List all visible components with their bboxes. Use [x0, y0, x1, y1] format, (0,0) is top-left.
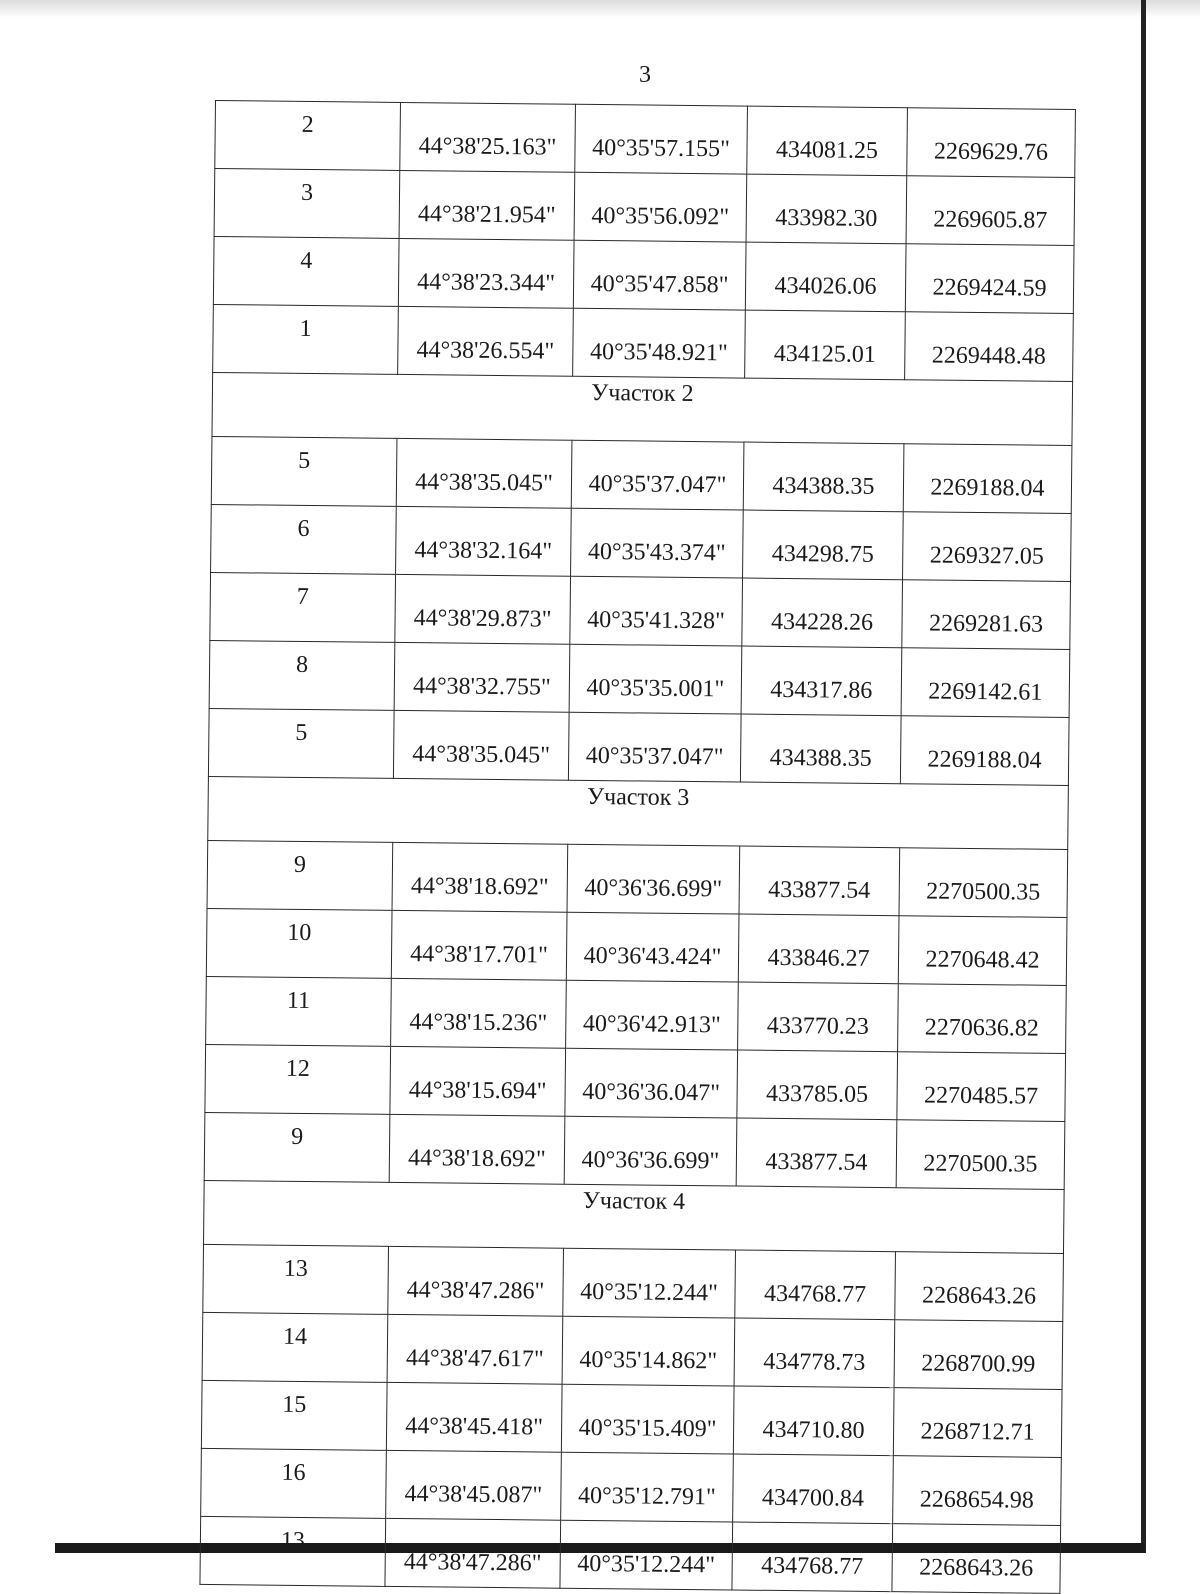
latitude-cell: 44°38'35.045" — [396, 438, 572, 508]
table-row — [215, 101, 1076, 178]
coordinates-table-body — [200, 101, 1075, 1594]
point-number-cell: 8 — [209, 640, 395, 710]
longitude-cell: 40°35'47.858" — [573, 240, 746, 310]
longitude-cell: 40°35'56.092" — [574, 172, 747, 242]
section-title: Участок 3 — [208, 776, 1069, 849]
x-coordinate-cell: 434317.86 — [741, 646, 902, 716]
table-row — [214, 169, 1075, 246]
latitude-cell: 44°38'32.164" — [396, 506, 572, 576]
longitude-cell: 40°35'37.047" — [571, 440, 744, 510]
coordinates-table — [199, 100, 1076, 1594]
point-number-cell: 2 — [215, 101, 401, 171]
x-coordinate-cell: 433846.27 — [738, 914, 899, 984]
section-title: Участок 2 — [212, 372, 1073, 445]
table-row — [213, 304, 1074, 381]
y-coordinate-cell: 2270500.35 — [896, 1120, 1065, 1190]
latitude-cell: 44°38'18.692" — [389, 1114, 565, 1184]
table-row — [204, 1112, 1065, 1189]
x-coordinate-cell: 433785.05 — [737, 1050, 898, 1120]
x-coordinate-cell: 434228.26 — [742, 578, 903, 648]
x-coordinate-cell: 434768.77 — [732, 1522, 893, 1592]
longitude-cell: 40°35'15.409" — [561, 1384, 734, 1454]
x-coordinate-cell: 434298.75 — [743, 510, 904, 580]
y-coordinate-cell: 2269281.63 — [902, 580, 1071, 650]
y-coordinate-cell: 2269327.05 — [903, 512, 1072, 582]
y-coordinate-cell: 2269605.87 — [906, 176, 1075, 246]
y-coordinate-cell: 2270485.57 — [897, 1052, 1066, 1122]
longitude-cell: 40°36'42.913" — [566, 980, 739, 1050]
table-row — [205, 1044, 1066, 1121]
point-number-cell: 12 — [205, 1044, 391, 1114]
table-row — [201, 1448, 1062, 1525]
y-coordinate-cell: 2268643.26 — [892, 1524, 1061, 1594]
y-coordinate-cell: 2268712.71 — [893, 1388, 1062, 1458]
latitude-cell: 44°38'21.954" — [399, 170, 575, 240]
longitude-cell: 40°35'57.155" — [575, 104, 748, 174]
y-coordinate-cell: 2268643.26 — [895, 1252, 1064, 1322]
point-number-cell: 6 — [211, 504, 397, 574]
y-coordinate-cell: 2268700.99 — [894, 1320, 1063, 1390]
point-number-cell: 4 — [213, 236, 399, 306]
point-number-cell: 11 — [206, 976, 392, 1046]
point-number-cell: 5 — [211, 436, 397, 506]
latitude-cell: 44°38'47.617" — [387, 1314, 563, 1384]
point-number-cell: 14 — [202, 1312, 388, 1382]
y-coordinate-cell: 2269448.48 — [905, 312, 1074, 382]
y-coordinate-cell: 2269188.04 — [903, 444, 1072, 514]
x-coordinate-cell: 434710.80 — [733, 1386, 894, 1456]
y-coordinate-cell: 2269629.76 — [907, 108, 1076, 178]
y-coordinate-cell: 2268654.98 — [893, 1456, 1062, 1526]
y-coordinate-cell: 2270500.35 — [899, 848, 1068, 918]
table-row — [201, 1380, 1062, 1457]
latitude-cell: 44°38'47.286" — [388, 1246, 564, 1316]
x-coordinate-cell: 433877.54 — [736, 1118, 897, 1188]
longitude-cell: 40°36'36.699" — [564, 1116, 737, 1186]
longitude-cell: 40°35'43.374" — [571, 508, 744, 578]
latitude-cell: 44°38'17.701" — [391, 910, 567, 980]
latitude-cell: 44°38'47.286" — [385, 1518, 561, 1588]
longitude-cell: 40°35'12.244" — [563, 1248, 736, 1318]
y-coordinate-cell: 2270636.82 — [898, 984, 1067, 1054]
point-number-cell: 15 — [201, 1380, 387, 1450]
table-row — [210, 572, 1071, 649]
latitude-cell: 44°38'45.418" — [386, 1382, 562, 1452]
latitude-cell: 44°38'23.344" — [398, 238, 574, 308]
longitude-cell: 40°36'43.424" — [566, 912, 739, 982]
x-coordinate-cell: 434778.73 — [734, 1318, 895, 1388]
point-number-cell: 9 — [207, 840, 393, 910]
x-coordinate-cell: 433877.54 — [739, 846, 900, 916]
longitude-cell: 40°35'37.047" — [568, 712, 741, 782]
point-number-cell: 13 — [203, 1244, 389, 1314]
table-row — [211, 504, 1072, 581]
x-coordinate-cell: 434700.84 — [733, 1454, 894, 1524]
y-coordinate-cell: 2269424.59 — [905, 244, 1074, 314]
scan-shadow — [0, 0, 1200, 18]
point-number-cell: 10 — [206, 908, 392, 978]
point-number-cell: 9 — [204, 1112, 390, 1182]
y-coordinate-cell: 2270648.42 — [898, 916, 1067, 986]
x-coordinate-cell: 434081.25 — [747, 106, 908, 176]
x-coordinate-cell: 434125.01 — [745, 310, 906, 380]
y-coordinate-cell: 2269142.61 — [901, 648, 1070, 718]
latitude-cell: 44°38'32.755" — [394, 642, 570, 712]
page-number: 3 — [639, 62, 651, 88]
longitude-cell: 40°35'48.921" — [573, 308, 746, 378]
point-number-cell: 16 — [201, 1448, 387, 1518]
table-row — [207, 840, 1068, 917]
latitude-cell: 44°38'18.692" — [392, 842, 568, 912]
point-number-cell: 3 — [214, 169, 400, 239]
table-row — [206, 908, 1067, 985]
table-row — [206, 976, 1067, 1053]
table-row — [208, 708, 1069, 785]
y-coordinate-cell: 2269188.04 — [900, 716, 1069, 786]
longitude-cell: 40°35'35.001" — [569, 644, 742, 714]
latitude-cell: 44°38'45.087" — [386, 1450, 562, 1520]
longitude-cell: 40°35'12.791" — [561, 1452, 734, 1522]
point-number-cell: 1 — [213, 304, 399, 374]
point-number-cell: 13 — [200, 1516, 386, 1586]
table-row — [209, 640, 1070, 717]
table-row — [202, 1312, 1063, 1389]
point-number-cell: 5 — [208, 708, 394, 778]
latitude-cell: 44°38'25.163" — [400, 102, 576, 172]
table-row — [213, 236, 1074, 313]
longitude-cell: 40°36'36.047" — [565, 1048, 738, 1118]
table-row — [203, 1244, 1064, 1321]
table-row — [211, 436, 1072, 513]
longitude-cell: 40°35'14.862" — [562, 1316, 735, 1386]
point-number-cell: 7 — [210, 572, 396, 642]
section-header-row — [204, 1180, 1065, 1253]
latitude-cell: 44°38'26.554" — [398, 306, 574, 376]
x-coordinate-cell: 434388.35 — [743, 442, 904, 512]
latitude-cell: 44°38'35.045" — [393, 710, 569, 780]
latitude-cell: 44°38'15.694" — [390, 1046, 566, 1116]
x-coordinate-cell: 433770.23 — [738, 982, 899, 1052]
section-header-row — [212, 372, 1073, 445]
longitude-cell: 40°36'36.699" — [567, 844, 740, 914]
x-coordinate-cell: 434026.06 — [745, 242, 906, 312]
longitude-cell: 40°35'41.328" — [570, 576, 743, 646]
latitude-cell: 44°38'15.236" — [391, 978, 567, 1048]
section-header-row — [208, 776, 1069, 849]
longitude-cell: 40°35'12.244" — [560, 1520, 733, 1590]
x-coordinate-cell: 434768.77 — [735, 1250, 896, 1320]
x-coordinate-cell: 433982.30 — [746, 174, 907, 244]
scan-edge-right — [1141, 0, 1146, 1553]
section-title: Участок 4 — [204, 1180, 1065, 1253]
table-row — [200, 1516, 1061, 1593]
latitude-cell: 44°38'29.873" — [395, 574, 571, 644]
x-coordinate-cell: 434388.35 — [740, 714, 901, 784]
